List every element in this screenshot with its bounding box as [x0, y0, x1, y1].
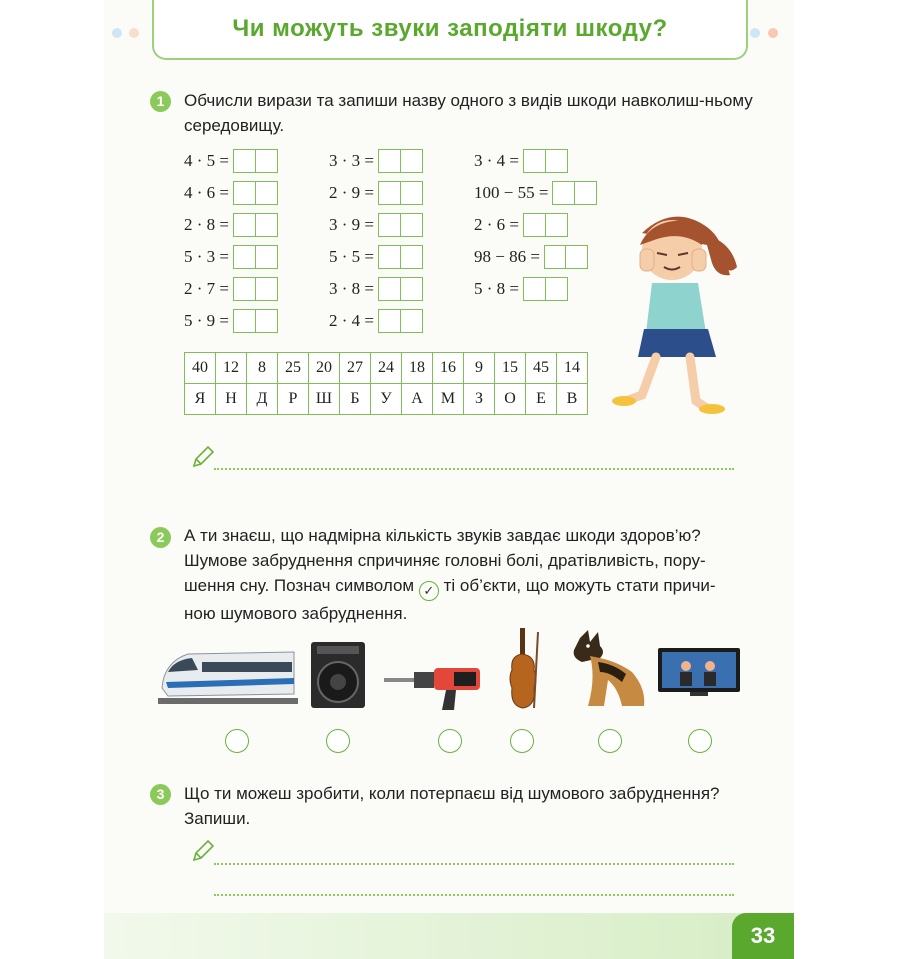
answer-boxes[interactable]: [233, 245, 276, 269]
expression: 4 · 5 =: [184, 148, 276, 172]
expression: 100 − 55 =: [474, 180, 595, 204]
answer-boxes[interactable]: [233, 309, 276, 333]
workbook-page: [104, 0, 794, 959]
answer-boxes[interactable]: [523, 213, 566, 237]
code-letter: О: [495, 384, 526, 415]
task-1-number: 1: [150, 91, 171, 112]
code-letter: Д: [247, 384, 278, 415]
speaker-image: [309, 640, 367, 710]
code-letter: Я: [185, 384, 216, 415]
answer-circle[interactable]: [438, 729, 462, 753]
title-banner: [152, 0, 748, 60]
code-letter: Р: [278, 384, 309, 415]
expression: 3 · 9 =: [329, 212, 421, 236]
expression: 2 · 4 =: [329, 308, 421, 332]
drill-image: [384, 660, 484, 712]
expression: 2 · 6 =: [474, 212, 566, 236]
answer-circle[interactable]: [688, 729, 712, 753]
girl-covering-ears-image: [612, 205, 747, 420]
code-number: 12: [216, 353, 247, 384]
answer-circle[interactable]: [510, 729, 534, 753]
expression: 3 · 8 =: [329, 276, 421, 300]
page-title: Чи можуть звуки заподіяти шкоду?: [232, 15, 668, 42]
answer-boxes[interactable]: [378, 213, 421, 237]
answer-boxes[interactable]: [378, 181, 421, 205]
expression: 3 · 4 =: [474, 148, 566, 172]
expression: 5 · 9 =: [184, 308, 276, 332]
answer-circle[interactable]: [598, 729, 622, 753]
task-1-text: Обчисли вирази та запиши назву одного з видів шкоди навколиш-ньому середовищу.: [184, 91, 753, 135]
decor-dot: [112, 28, 122, 38]
page-footer: [104, 913, 794, 959]
code-numbers-row: [185, 353, 588, 384]
code-number: 16: [433, 353, 464, 384]
expression: 5 · 3 =: [184, 244, 276, 268]
decor-dot: [768, 28, 778, 38]
code-number: 40: [185, 353, 216, 384]
code-number: 20: [309, 353, 340, 384]
dog-image: [570, 628, 646, 710]
expression: 2 · 8 =: [184, 212, 276, 236]
task-3-number: 3: [150, 784, 171, 805]
code-number: 24: [371, 353, 402, 384]
code-letter: А: [402, 384, 433, 415]
code-letter: З: [464, 384, 495, 415]
answer-boxes[interactable]: [378, 309, 421, 333]
answer-boxes[interactable]: [233, 213, 276, 237]
decor-dot: [750, 28, 760, 38]
answer-boxes[interactable]: [378, 149, 421, 173]
decor-dot: [129, 28, 139, 38]
expression: 4 · 6 =: [184, 180, 276, 204]
code-letter: Н: [216, 384, 247, 415]
code-letter: М: [433, 384, 464, 415]
code-letter: В: [557, 384, 588, 415]
tv-image: [656, 646, 742, 698]
task-2-number: 2: [150, 527, 171, 548]
expression: 5 · 5 =: [329, 244, 421, 268]
answer-boxes[interactable]: [233, 149, 276, 173]
answer-boxes[interactable]: [378, 245, 421, 269]
answer-boxes[interactable]: [378, 277, 421, 301]
expression: 2 · 7 =: [184, 276, 276, 300]
answer-line[interactable]: [214, 894, 734, 896]
answer-boxes[interactable]: [544, 245, 587, 269]
violin-image: [504, 628, 544, 710]
code-number: 18: [402, 353, 433, 384]
code-number: 45: [526, 353, 557, 384]
answer-boxes[interactable]: [233, 181, 276, 205]
check-symbol-icon: ✓: [419, 581, 439, 601]
answer-boxes[interactable]: [523, 277, 566, 301]
code-letter: Б: [340, 384, 371, 415]
task-2-text: А ти знаєш, що надмірна кількість звуків завдає шкоди здоров’ю? Шумове забруднення спричиняє головні болі, дратівливість, пору- шення сну. Познач символом ✓ ті об’єкти, що можуть стати причи- ною шумового забруднення.: [184, 526, 716, 623]
train-image: [158, 642, 298, 708]
answer-boxes[interactable]: [552, 181, 595, 205]
answer-circle[interactable]: [326, 729, 350, 753]
pencil-icon: [190, 838, 216, 864]
answer-line[interactable]: [214, 863, 734, 865]
code-letter: Ш: [309, 384, 340, 415]
code-number: 14: [557, 353, 588, 384]
code-number: 9: [464, 353, 495, 384]
task-3-text: Що ти можеш зробити, коли потерпаєш від шумового забруднення? Запиши.: [184, 784, 720, 828]
code-letters-row: [185, 384, 588, 415]
code-number: 15: [495, 353, 526, 384]
answer-boxes[interactable]: [523, 149, 566, 173]
answer-boxes[interactable]: [233, 277, 276, 301]
code-letter: У: [371, 384, 402, 415]
expression: 3 · 3 =: [329, 148, 421, 172]
code-table: [184, 352, 588, 415]
page-number: 33: [732, 913, 794, 959]
code-letter: Е: [526, 384, 557, 415]
code-number: 25: [278, 353, 309, 384]
expression: 5 · 8 =: [474, 276, 566, 300]
expression: 98 − 86 =: [474, 244, 587, 268]
answer-line[interactable]: [214, 468, 734, 470]
pencil-icon: [190, 444, 216, 470]
code-number: 27: [340, 353, 371, 384]
answer-circle[interactable]: [225, 729, 249, 753]
code-number: 8: [247, 353, 278, 384]
expression: 2 · 9 =: [329, 180, 421, 204]
